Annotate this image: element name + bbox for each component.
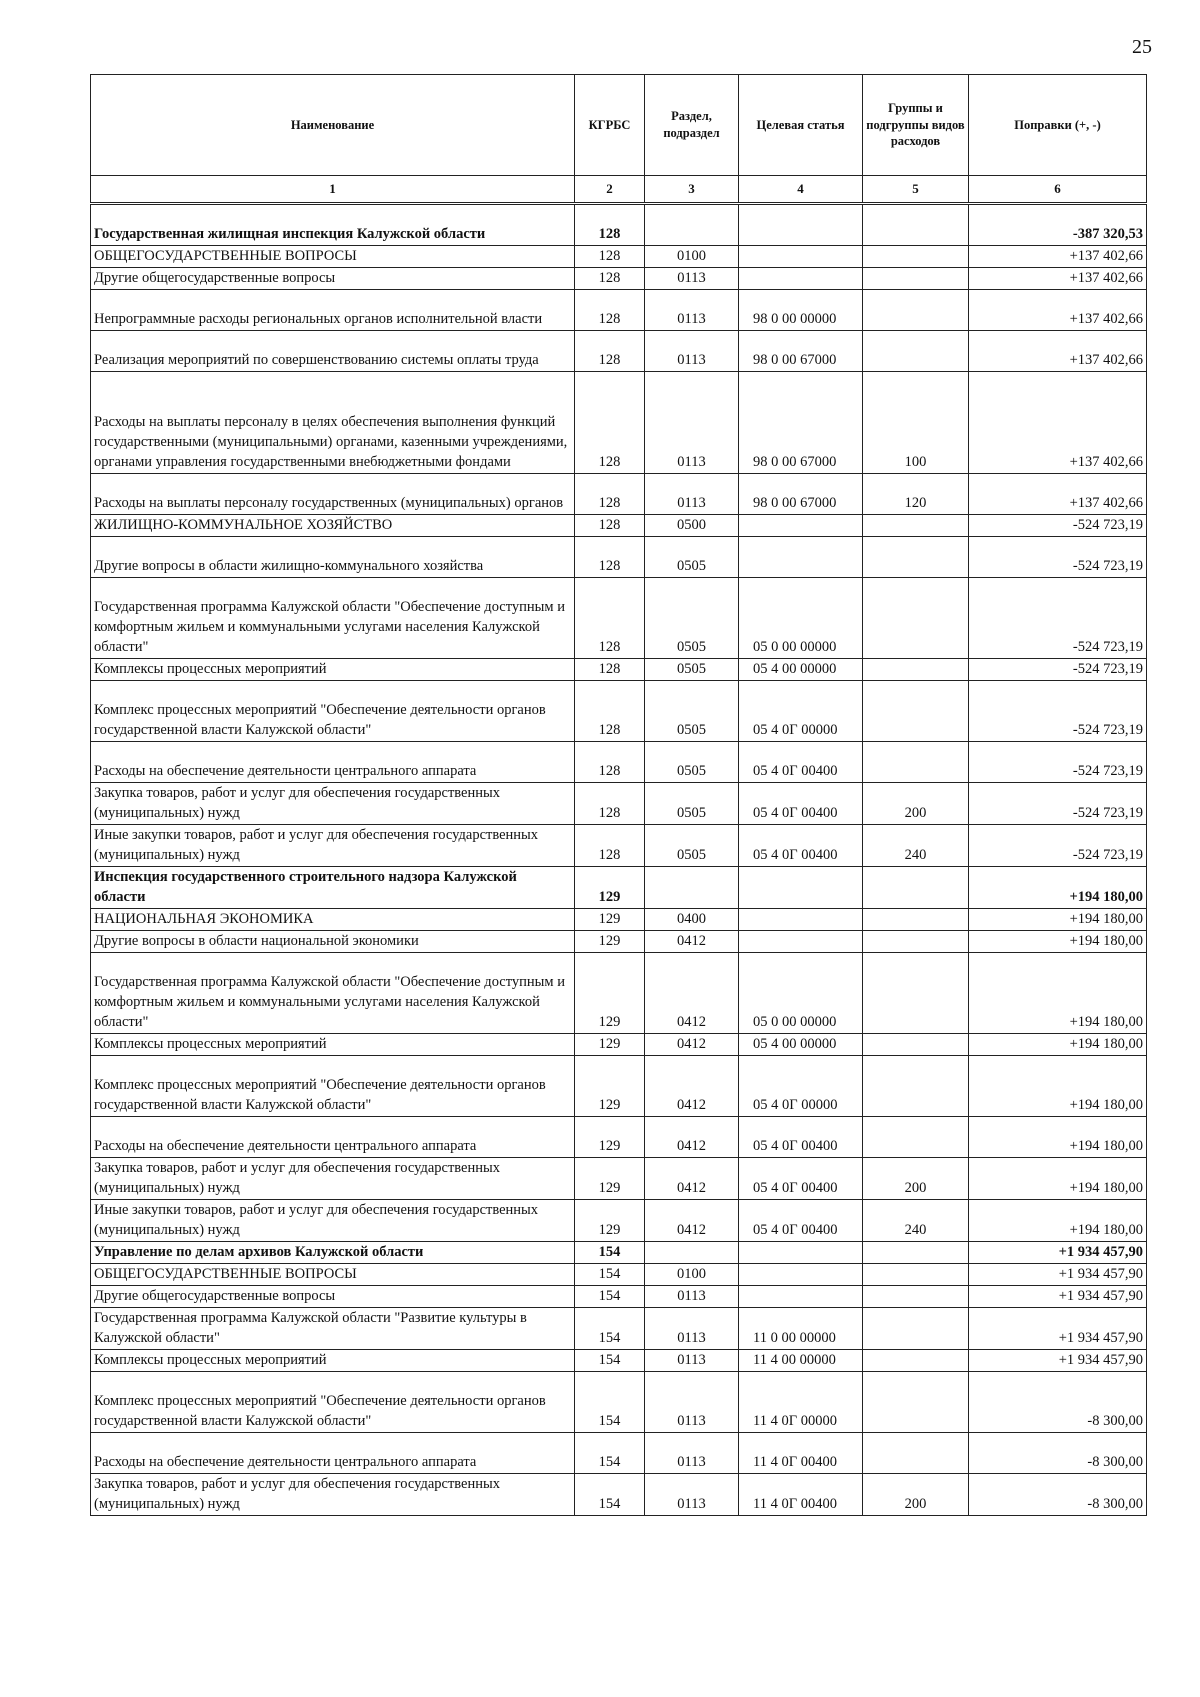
- row-razdel-cell: 0113: [645, 268, 739, 290]
- row-name-cell: Инспекция государственного строительного надзора Калужской области: [91, 867, 575, 909]
- row-tselevaya-statya-cell: 98 0 00 67000: [739, 331, 863, 372]
- row-razdel-cell: 0412: [645, 1200, 739, 1242]
- row-kgrbs-cell: 154: [575, 1264, 645, 1286]
- row-tselevaya-statya-cell: 11 4 0Г 00400: [739, 1433, 863, 1474]
- table-row: [91, 659, 1147, 681]
- row-popravka-cell: -524 723,19: [969, 742, 1147, 783]
- row-vid-raskhodov-cell: [863, 867, 969, 909]
- row-tselevaya-statya-cell: 05 4 0Г 00400: [739, 1200, 863, 1242]
- row-vid-raskhodov-cell: 200: [863, 1474, 969, 1516]
- row-kgrbs-cell: 128: [575, 659, 645, 681]
- row-vid-raskhodov-cell: [863, 1034, 969, 1056]
- row-razdel-cell: 0113: [645, 474, 739, 515]
- row-vid-raskhodov-cell: [863, 1264, 969, 1286]
- row-popravka-cell: -524 723,19: [969, 537, 1147, 578]
- row-popravka-cell: -8 300,00: [969, 1433, 1147, 1474]
- row-vid-raskhodov-cell: [863, 204, 969, 246]
- row-tselevaya-statya-cell: 05 4 00 00000: [739, 659, 863, 681]
- row-kgrbs-cell: 128: [575, 204, 645, 246]
- row-popravka-cell: +194 180,00: [969, 909, 1147, 931]
- row-razdel-cell: 0113: [645, 1474, 739, 1516]
- row-kgrbs-cell: 129: [575, 1200, 645, 1242]
- row-kgrbs-cell: 128: [575, 578, 645, 659]
- row-razdel-cell: [645, 204, 739, 246]
- table-row: [91, 1117, 1147, 1158]
- row-vid-raskhodov-cell: [863, 537, 969, 578]
- row-popravka-cell: +194 180,00: [969, 1158, 1147, 1200]
- table-header-row: [91, 75, 1147, 176]
- row-name-cell: Закупка товаров, работ и услуг для обеспечения государственных (муниципальных) нужд: [91, 1158, 575, 1200]
- row-kgrbs-cell: 154: [575, 1242, 645, 1264]
- row-popravka-cell: +1 934 457,90: [969, 1242, 1147, 1264]
- row-name-cell: ЖИЛИЩНО-КОММУНАЛЬНОЕ ХОЗЯЙСТВО: [91, 515, 575, 537]
- table-row: [91, 331, 1147, 372]
- row-vid-raskhodov-cell: [863, 331, 969, 372]
- row-tselevaya-statya-cell: [739, 931, 863, 953]
- row-name-cell: Другие общегосударственные вопросы: [91, 1286, 575, 1308]
- row-razdel-cell: 0505: [645, 825, 739, 867]
- row-tselevaya-statya-cell: 05 4 0Г 00400: [739, 1117, 863, 1158]
- table-row: [91, 825, 1147, 867]
- row-razdel-cell: 0505: [645, 783, 739, 825]
- row-vid-raskhodov-cell: 100: [863, 372, 969, 474]
- row-kgrbs-cell: 129: [575, 1034, 645, 1056]
- row-vid-raskhodov-cell: [863, 931, 969, 953]
- row-popravka-cell: -524 723,19: [969, 681, 1147, 742]
- row-razdel-cell: 0505: [645, 578, 739, 659]
- header-popravki: Поправки (+, -): [969, 75, 1147, 176]
- row-name-cell: ОБЩЕГОСУДАРСТВЕННЫЕ ВОПРОСЫ: [91, 246, 575, 268]
- row-name-cell: Государственная программа Калужской области "Развитие культуры в Калужской области": [91, 1308, 575, 1350]
- table-row: [91, 1286, 1147, 1308]
- row-popravka-cell: +194 180,00: [969, 1200, 1147, 1242]
- table-row: [91, 537, 1147, 578]
- row-name-cell: Управление по делам архивов Калужской области: [91, 1242, 575, 1264]
- row-popravka-cell: +194 180,00: [969, 953, 1147, 1034]
- row-kgrbs-cell: 128: [575, 783, 645, 825]
- column-number: 5: [863, 176, 969, 204]
- row-vid-raskhodov-cell: 240: [863, 825, 969, 867]
- row-razdel-cell: 0113: [645, 1350, 739, 1372]
- row-razdel-cell: 0412: [645, 931, 739, 953]
- row-kgrbs-cell: 128: [575, 515, 645, 537]
- row-tselevaya-statya-cell: [739, 204, 863, 246]
- table-row: [91, 783, 1147, 825]
- row-popravka-cell: +137 402,66: [969, 268, 1147, 290]
- row-tselevaya-statya-cell: 05 4 0Г 00400: [739, 1158, 863, 1200]
- header-tselevaya-statya: Целевая статья: [739, 75, 863, 176]
- row-razdel-cell: 0113: [645, 331, 739, 372]
- row-razdel-cell: 0113: [645, 1433, 739, 1474]
- row-name-cell: Государственная жилищная инспекция Калужской области: [91, 204, 575, 246]
- row-razdel-cell: 0505: [645, 659, 739, 681]
- row-kgrbs-cell: 129: [575, 953, 645, 1034]
- row-popravka-cell: +1 934 457,90: [969, 1308, 1147, 1350]
- row-razdel-cell: 0505: [645, 742, 739, 783]
- row-popravka-cell: +137 402,66: [969, 474, 1147, 515]
- row-kgrbs-cell: 129: [575, 909, 645, 931]
- row-razdel-cell: 0505: [645, 681, 739, 742]
- table-row: [91, 1158, 1147, 1200]
- row-razdel-cell: 0113: [645, 1286, 739, 1308]
- row-razdel-cell: 0113: [645, 290, 739, 331]
- row-kgrbs-cell: 128: [575, 537, 645, 578]
- row-razdel-cell: 0400: [645, 909, 739, 931]
- row-popravka-cell: +137 402,66: [969, 246, 1147, 268]
- row-popravka-cell: -524 723,19: [969, 515, 1147, 537]
- row-vid-raskhodov-cell: [863, 578, 969, 659]
- row-vid-raskhodov-cell: [863, 515, 969, 537]
- row-vid-raskhodov-cell: [863, 659, 969, 681]
- row-vid-raskhodov-cell: 200: [863, 1158, 969, 1200]
- table-row: [91, 204, 1147, 246]
- row-kgrbs-cell: 129: [575, 1158, 645, 1200]
- row-kgrbs-cell: 129: [575, 867, 645, 909]
- row-vid-raskhodov-cell: 120: [863, 474, 969, 515]
- row-kgrbs-cell: 128: [575, 268, 645, 290]
- row-razdel-cell: [645, 1242, 739, 1264]
- row-vid-raskhodov-cell: [863, 681, 969, 742]
- row-tselevaya-statya-cell: 05 0 00 00000: [739, 953, 863, 1034]
- row-name-cell: Комплекс процессных мероприятий "Обеспечение деятельности органов государственной власти Калужской области": [91, 1372, 575, 1433]
- row-tselevaya-statya-cell: [739, 1264, 863, 1286]
- header-name: Наименование: [91, 75, 575, 176]
- row-popravka-cell: +194 180,00: [969, 931, 1147, 953]
- row-tselevaya-statya-cell: 11 4 0Г 00000: [739, 1372, 863, 1433]
- row-kgrbs-cell: 129: [575, 1056, 645, 1117]
- row-tselevaya-statya-cell: [739, 515, 863, 537]
- row-razdel-cell: 0412: [645, 1056, 739, 1117]
- row-name-cell: Непрограммные расходы региональных органов исполнительной власти: [91, 290, 575, 331]
- row-razdel-cell: [645, 867, 739, 909]
- table-row: [91, 931, 1147, 953]
- row-popravka-cell: +137 402,66: [969, 331, 1147, 372]
- row-tselevaya-statya-cell: 05 4 0Г 00400: [739, 742, 863, 783]
- row-vid-raskhodov-cell: [863, 1242, 969, 1264]
- table-row: [91, 372, 1147, 474]
- row-name-cell: Комплексы процессных мероприятий: [91, 1034, 575, 1056]
- row-razdel-cell: 0113: [645, 1308, 739, 1350]
- row-razdel-cell: 0412: [645, 953, 739, 1034]
- row-vid-raskhodov-cell: [863, 268, 969, 290]
- row-kgrbs-cell: 128: [575, 290, 645, 331]
- row-kgrbs-cell: 154: [575, 1286, 645, 1308]
- row-tselevaya-statya-cell: 98 0 00 67000: [739, 474, 863, 515]
- row-razdel-cell: 0100: [645, 246, 739, 268]
- row-popravka-cell: -387 320,53: [969, 204, 1147, 246]
- row-tselevaya-statya-cell: [739, 1286, 863, 1308]
- row-name-cell: Реализация мероприятий по совершенствованию системы оплаты труда: [91, 331, 575, 372]
- table-row: [91, 1200, 1147, 1242]
- table-row: [91, 1474, 1147, 1516]
- column-number: 6: [969, 176, 1147, 204]
- row-popravka-cell: -524 723,19: [969, 825, 1147, 867]
- table-row: [91, 474, 1147, 515]
- row-vid-raskhodov-cell: [863, 246, 969, 268]
- row-name-cell: НАЦИОНАЛЬНАЯ ЭКОНОМИКА: [91, 909, 575, 931]
- table-row: [91, 742, 1147, 783]
- table-row: [91, 1433, 1147, 1474]
- row-razdel-cell: 0505: [645, 537, 739, 578]
- table-row: [91, 1242, 1147, 1264]
- column-number: 2: [575, 176, 645, 204]
- row-tselevaya-statya-cell: 05 4 0Г 00000: [739, 1056, 863, 1117]
- row-razdel-cell: 0412: [645, 1117, 739, 1158]
- budget-amendments-table: [90, 74, 1147, 1516]
- row-popravka-cell: -8 300,00: [969, 1372, 1147, 1433]
- row-kgrbs-cell: 154: [575, 1474, 645, 1516]
- table-row: [91, 867, 1147, 909]
- row-popravka-cell: +194 180,00: [969, 1056, 1147, 1117]
- column-number-row: [91, 176, 1147, 204]
- row-popravka-cell: +1 934 457,90: [969, 1264, 1147, 1286]
- header-vid-raskhodov: Группы и подгруппы видов расходов: [863, 75, 969, 176]
- table-body: [91, 204, 1147, 1516]
- row-name-cell: Расходы на выплаты персоналу государственных (муниципальных) органов: [91, 474, 575, 515]
- table-row: [91, 681, 1147, 742]
- row-popravka-cell: +194 180,00: [969, 867, 1147, 909]
- row-vid-raskhodov-cell: [863, 1372, 969, 1433]
- page-number: 25: [1132, 36, 1152, 58]
- row-kgrbs-cell: 128: [575, 681, 645, 742]
- row-vid-raskhodov-cell: [863, 1308, 969, 1350]
- row-name-cell: Другие вопросы в области национальной экономики: [91, 931, 575, 953]
- row-tselevaya-statya-cell: 11 0 00 00000: [739, 1308, 863, 1350]
- row-popravka-cell: +194 180,00: [969, 1034, 1147, 1056]
- row-vid-raskhodov-cell: 240: [863, 1200, 969, 1242]
- header-razdel: Раздел, подраздел: [645, 75, 739, 176]
- row-tselevaya-statya-cell: 11 4 0Г 00400: [739, 1474, 863, 1516]
- row-name-cell: Расходы на обеспечение деятельности центрального аппарата: [91, 742, 575, 783]
- row-tselevaya-statya-cell: 11 4 00 00000: [739, 1350, 863, 1372]
- row-vid-raskhodov-cell: [863, 290, 969, 331]
- table-row: [91, 909, 1147, 931]
- row-vid-raskhodov-cell: [863, 1433, 969, 1474]
- row-name-cell: Иные закупки товаров, работ и услуг для обеспечения государственных (муниципальных) нужд: [91, 825, 575, 867]
- row-kgrbs-cell: 129: [575, 1117, 645, 1158]
- row-kgrbs-cell: 128: [575, 372, 645, 474]
- row-name-cell: Комплексы процессных мероприятий: [91, 659, 575, 681]
- table-row: [91, 515, 1147, 537]
- row-popravka-cell: -524 723,19: [969, 659, 1147, 681]
- row-name-cell: Другие общегосударственные вопросы: [91, 268, 575, 290]
- row-tselevaya-statya-cell: 05 4 0Г 00000: [739, 681, 863, 742]
- row-name-cell: Другие вопросы в области жилищно-коммунального хозяйства: [91, 537, 575, 578]
- row-tselevaya-statya-cell: [739, 867, 863, 909]
- row-razdel-cell: 0113: [645, 1372, 739, 1433]
- row-vid-raskhodov-cell: 200: [863, 783, 969, 825]
- row-kgrbs-cell: 128: [575, 825, 645, 867]
- row-popravka-cell: -524 723,19: [969, 783, 1147, 825]
- table-row: [91, 268, 1147, 290]
- row-kgrbs-cell: 128: [575, 331, 645, 372]
- row-razdel-cell: 0113: [645, 372, 739, 474]
- table-row: [91, 290, 1147, 331]
- row-kgrbs-cell: 154: [575, 1372, 645, 1433]
- row-razdel-cell: 0100: [645, 1264, 739, 1286]
- row-tselevaya-statya-cell: [739, 1242, 863, 1264]
- row-vid-raskhodov-cell: [863, 1117, 969, 1158]
- row-kgrbs-cell: 154: [575, 1350, 645, 1372]
- table-row: [91, 1308, 1147, 1350]
- row-vid-raskhodov-cell: [863, 1286, 969, 1308]
- row-name-cell: ОБЩЕГОСУДАРСТВЕННЫЕ ВОПРОСЫ: [91, 1264, 575, 1286]
- row-popravka-cell: +194 180,00: [969, 1117, 1147, 1158]
- row-kgrbs-cell: 154: [575, 1433, 645, 1474]
- row-name-cell: Расходы на обеспечение деятельности центрального аппарата: [91, 1117, 575, 1158]
- row-name-cell: Закупка товаров, работ и услуг для обеспечения государственных (муниципальных) нужд: [91, 1474, 575, 1516]
- row-kgrbs-cell: 128: [575, 474, 645, 515]
- row-popravka-cell: +137 402,66: [969, 290, 1147, 331]
- row-popravka-cell: -8 300,00: [969, 1474, 1147, 1516]
- row-vid-raskhodov-cell: [863, 1350, 969, 1372]
- column-number: 4: [739, 176, 863, 204]
- row-tselevaya-statya-cell: 05 4 00 00000: [739, 1034, 863, 1056]
- row-popravka-cell: +137 402,66: [969, 372, 1147, 474]
- column-number: 1: [91, 176, 575, 204]
- row-tselevaya-statya-cell: 05 4 0Г 00400: [739, 783, 863, 825]
- table-row: [91, 1350, 1147, 1372]
- row-tselevaya-statya-cell: 98 0 00 00000: [739, 290, 863, 331]
- row-name-cell: Комплексы процессных мероприятий: [91, 1350, 575, 1372]
- row-name-cell: Комплекс процессных мероприятий "Обеспечение деятельности органов государственной власти Калужской области": [91, 681, 575, 742]
- row-vid-raskhodov-cell: [863, 742, 969, 783]
- row-name-cell: Закупка товаров, работ и услуг для обеспечения государственных (муниципальных) нужд: [91, 783, 575, 825]
- table-row: [91, 1034, 1147, 1056]
- row-kgrbs-cell: 128: [575, 742, 645, 783]
- table-row: [91, 1056, 1147, 1117]
- header-kgrbs: КГРБС: [575, 75, 645, 176]
- row-tselevaya-statya-cell: 98 0 00 67000: [739, 372, 863, 474]
- table-row: [91, 1264, 1147, 1286]
- row-tselevaya-statya-cell: [739, 537, 863, 578]
- row-popravka-cell: +1 934 457,90: [969, 1286, 1147, 1308]
- row-vid-raskhodov-cell: [863, 909, 969, 931]
- row-tselevaya-statya-cell: 05 4 0Г 00400: [739, 825, 863, 867]
- row-tselevaya-statya-cell: [739, 246, 863, 268]
- table-row: [91, 578, 1147, 659]
- row-vid-raskhodov-cell: [863, 1056, 969, 1117]
- table-row: [91, 953, 1147, 1034]
- row-razdel-cell: 0412: [645, 1158, 739, 1200]
- row-name-cell: Государственная программа Калужской области "Обеспечение доступным и комфортным жильем и коммунальными услугами населения Калужской области": [91, 953, 575, 1034]
- row-tselevaya-statya-cell: 05 0 00 00000: [739, 578, 863, 659]
- row-name-cell: Комплекс процессных мероприятий "Обеспечение деятельности органов государственной власти Калужской области": [91, 1056, 575, 1117]
- row-razdel-cell: 0412: [645, 1034, 739, 1056]
- column-number: 3: [645, 176, 739, 204]
- row-name-cell: Расходы на выплаты персоналу в целях обеспечения выполнения функций государственными (муниципальными) органами, казенными учреждениями, органами управления государственными внебюджетными фондами: [91, 372, 575, 474]
- row-kgrbs-cell: 128: [575, 246, 645, 268]
- row-tselevaya-statya-cell: [739, 268, 863, 290]
- row-kgrbs-cell: 154: [575, 1308, 645, 1350]
- table-row: [91, 1372, 1147, 1433]
- row-kgrbs-cell: 129: [575, 931, 645, 953]
- row-tselevaya-statya-cell: [739, 909, 863, 931]
- table-row: [91, 246, 1147, 268]
- row-vid-raskhodov-cell: [863, 953, 969, 1034]
- row-popravka-cell: -524 723,19: [969, 578, 1147, 659]
- row-name-cell: Государственная программа Калужской области "Обеспечение доступным и комфортным жильем и коммунальными услугами населения Калужской области": [91, 578, 575, 659]
- row-razdel-cell: 0500: [645, 515, 739, 537]
- row-popravka-cell: +1 934 457,90: [969, 1350, 1147, 1372]
- row-name-cell: Иные закупки товаров, работ и услуг для обеспечения государственных (муниципальных) нужд: [91, 1200, 575, 1242]
- row-name-cell: Расходы на обеспечение деятельности центрального аппарата: [91, 1433, 575, 1474]
